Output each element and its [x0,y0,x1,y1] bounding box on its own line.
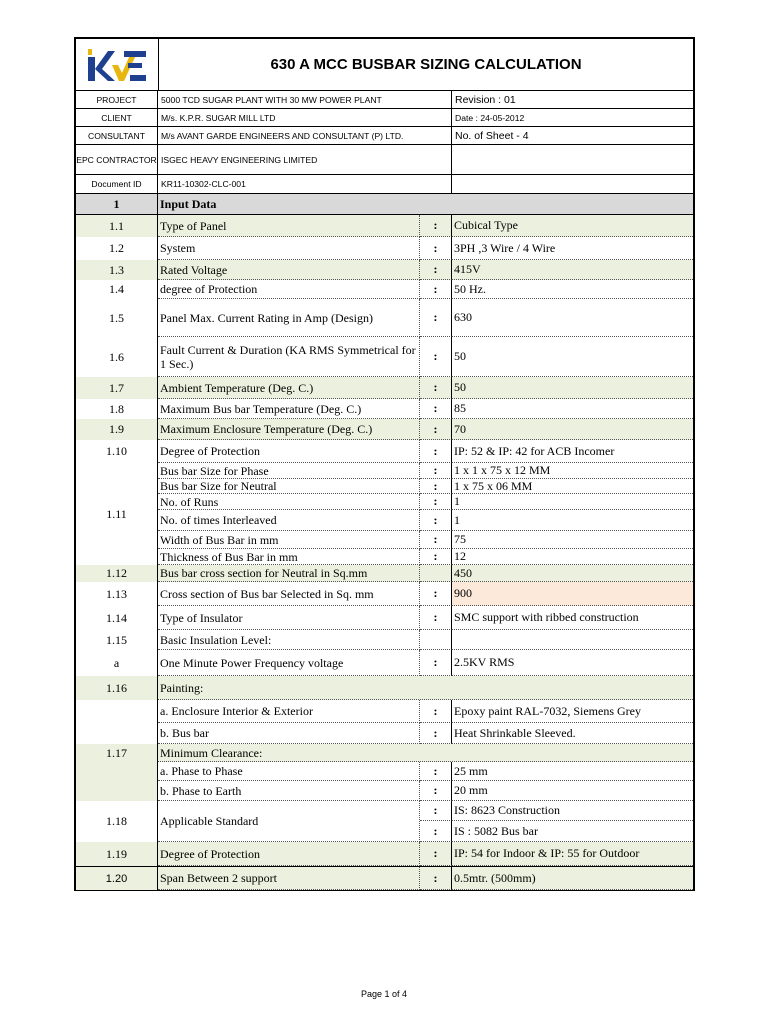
row-separator: : [420,494,452,510]
row-1-13 [76,582,693,606]
row-separator: : [420,299,452,337]
meta-row-client [76,109,693,127]
section-number: 1 [76,194,158,214]
row-label: Basic Insulation Level: [158,630,420,650]
row-value: IS : 5082 Bus bar [452,821,693,842]
consultant-label: CONSULTANT [76,127,158,144]
meta-row-docid [76,175,693,194]
row-number: 1.10 [76,440,158,463]
row-value: IS: 8623 Construction [452,801,693,821]
project-value: 5000 TCD SUGAR PLANT WITH 30 MW POWER PLANT [158,91,452,108]
standards-values [420,801,693,842]
list-item [158,510,693,531]
meta-row-epc [76,145,693,175]
list-item [158,494,693,510]
kpr-logo-icon [84,45,150,85]
row-separator: : [420,337,452,377]
row-label: Width of Bus Bar in mm [158,531,420,549]
page-footer: Page 1 of 4 [360,989,408,999]
row-label: Cross section of Bus bar Selected in Sq. mm [158,582,420,606]
row-value: 12 [452,549,693,565]
row-label: Span Between 2 support [158,867,420,890]
row-1-17-group [76,744,693,801]
row-label: a. Phase to Phase [158,762,420,781]
list-item [420,821,693,842]
row-number: 1.8 [76,399,158,419]
row-number: 1.17 [76,744,158,801]
row-value: 415V [452,260,693,280]
busbar-size-list [158,463,693,565]
row-1-20 [76,866,693,890]
row-number: 1.16 [76,676,158,700]
row-value: 3PH ,3 Wire / 4 Wire [452,237,693,260]
row-value: Epoxy paint RAL-7032, Siemens Grey [452,700,693,723]
row-value: 450 [452,565,693,582]
row-label: a. Enclosure Interior & Exterior [158,700,420,723]
row-value: 85 [452,399,693,419]
docid-blank [452,175,693,193]
row-label: Painting: [158,676,693,700]
list-item [158,762,693,781]
project-label: PROJECT [76,91,158,108]
row-separator: : [420,377,452,399]
row-value: 1 [452,510,693,531]
row-number [76,723,158,744]
row-separator: : [420,549,452,565]
row-1-9 [76,419,693,440]
row-number: a [76,650,158,676]
document-meta [74,91,695,194]
row-value: 75 [452,531,693,549]
row-1-3 [76,260,693,280]
row-a [76,650,693,676]
row-number: 1.9 [76,419,158,440]
row-label: Maximum Bus bar Temperature (Deg. C.) [158,399,420,419]
input-data-table [74,194,695,891]
row-separator: : [420,700,452,723]
row-value: 20 mm [452,781,693,801]
row-label: Degree of Protection [158,440,420,463]
row-number: 1.4 [76,280,158,299]
row-1-14 [76,606,693,630]
row-number: 1.3 [76,260,158,280]
row-separator: : [420,582,452,606]
row-1-18-group [76,801,693,842]
row-value: 25 mm [452,762,693,781]
row-1-1 [76,215,693,237]
row-number: 1.20 [76,867,158,890]
row-label: No. of Runs [158,494,420,510]
row-separator: : [420,419,452,440]
row-number: 1.13 [76,582,158,606]
row-label: Panel Max. Current Rating in Amp (Design) [158,299,420,337]
list-item [158,801,420,842]
row-number: 1.1 [76,215,158,237]
highlighted-value: 900 [452,582,693,606]
row-separator: : [420,399,452,419]
row-separator: : [420,280,452,299]
list-item [158,479,693,494]
list-item [158,744,693,762]
row-separator [420,630,452,650]
row-separator [420,565,452,582]
row-separator: : [420,867,452,890]
row-separator: : [420,237,452,260]
epc-value: ISGEC HEAVY ENGINEERING LIMITED [158,145,452,174]
row-1-10 [76,440,693,463]
row-number: 1.18 [76,801,158,842]
row-1-2 [76,237,693,260]
row-number: 1.2 [76,237,158,260]
row-number: 1.6 [76,337,158,377]
row-value: Cubical Type [452,215,693,237]
row-separator: : [420,842,452,866]
row-number: 1.12 [76,565,158,582]
row-separator: : [420,781,452,801]
row-label: Type of Insulator [158,606,420,630]
row-1-8 [76,399,693,419]
consultant-value: M/s AVANT GARDE ENGINEERS AND CONSULTANT (P) LTD. [158,127,452,144]
row-separator: : [420,723,452,744]
meta-row-project [76,91,693,109]
row-number: 1.5 [76,299,158,337]
meta-row-consultant [76,127,693,145]
row-1-4 [76,280,693,299]
row-1-15 [76,630,693,650]
section-header [76,194,693,215]
sheet-header [74,37,695,91]
row-label: Applicable Standard [158,801,420,842]
row-label: b. Phase to Earth [158,781,420,801]
sheet-count: No. of Sheet - 4 [455,129,529,142]
row-value: 50 Hz. [452,280,693,299]
row-label: Fault Current & Duration (KA RMS Symmetrical for 1 Sec.) [158,337,420,377]
row-value: 630 [452,299,693,337]
row-1-16b [76,723,693,744]
row-separator: : [420,531,452,549]
list-item [158,781,693,801]
row-label: Thickness of Bus Bar in mm [158,549,420,565]
docid-label: Document ID [76,175,158,193]
list-item [158,463,693,479]
row-label: Rated Voltage [158,260,420,280]
row-label: Type of Panel [158,215,420,237]
row-value: 1 x 1 x 75 x 12 MM [452,463,693,479]
row-label: degree of Protection [158,280,420,299]
list-item [420,801,693,821]
row-1-11-group [76,463,693,565]
row-label: b. Bus bar [158,723,420,744]
page-title: 630 A MCC BUSBAR SIZING CALCULATION [270,56,582,73]
list-item [158,531,693,549]
row-separator: : [420,440,452,463]
row-number [76,700,158,723]
row-label: System [158,237,420,260]
row-1-19 [76,842,693,866]
row-separator: : [420,606,452,630]
row-1-7 [76,377,693,399]
row-value: IP: 52 & IP: 42 for ACB Incomer [452,440,693,463]
row-label: Maximum Enclosure Temperature (Deg. C.) [158,419,420,440]
calculation-sheet [74,37,695,891]
row-label: Degree of Protection [158,842,420,866]
row-separator: : [420,215,452,237]
row-value: IP: 54 for Indoor & IP: 55 for Outdoor [452,842,693,866]
row-value: 50 [452,377,693,399]
row-separator: : [420,801,452,821]
row-1-12 [76,565,693,582]
epc-label: EPC CONTRACTOR [76,145,158,174]
row-label: Bus bar Size for Phase [158,463,420,479]
client-label: CLIENT [76,109,158,126]
row-separator: : [420,821,452,842]
row-value: 1 [452,494,693,510]
row-number: 1.11 [76,463,158,565]
epc-blank [452,145,693,174]
row-value: Heat Shrinkable Sleeved. [452,723,693,744]
row-separator: : [420,463,452,479]
row-separator: : [420,762,452,781]
row-value: 0.5mtr. (500mm) [452,867,693,890]
row-number: 1.7 [76,377,158,399]
company-logo [76,39,159,90]
row-value: 2.5KV RMS [452,650,693,676]
section-title: Input Data [160,197,217,211]
row-number: 1.15 [76,630,158,650]
row-label: Bus bar Size for Neutral [158,479,420,494]
row-number: 1.14 [76,606,158,630]
row-value: SMC support with ribbed construction [452,606,693,630]
row-label: One Minute Power Frequency voltage [158,650,420,676]
row-separator: : [420,479,452,494]
row-value [452,630,693,650]
standards-list [158,801,693,842]
row-value: 1 x 75 x 06 MM [452,479,693,494]
row-1-16a [76,700,693,723]
row-value: 50 [452,337,693,377]
row-label: Minimum Clearance: [158,744,693,762]
row-label: Ambient Temperature (Deg. C.) [158,377,420,399]
row-separator: : [420,260,452,280]
date-value: Date : 24-05-2012 [455,112,525,123]
row-label: No. of times Interleaved [158,510,420,531]
row-number: 1.19 [76,842,158,866]
row-label: Bus bar cross section for Neutral in Sq.mm [158,565,420,582]
client-value: M/s. K.P.R. SUGAR MILL LTD [158,109,452,126]
row-separator: : [420,510,452,531]
docid-value: KR11-10302-CLC-001 [158,175,452,193]
row-separator: : [420,650,452,676]
row-value: 70 [452,419,693,440]
clearance-list [158,744,693,801]
row-1-16 [76,676,693,700]
row-1-6 [76,337,693,377]
revision-value: Revision : 01 [455,93,516,106]
list-item [158,549,693,565]
row-1-5 [76,299,693,337]
